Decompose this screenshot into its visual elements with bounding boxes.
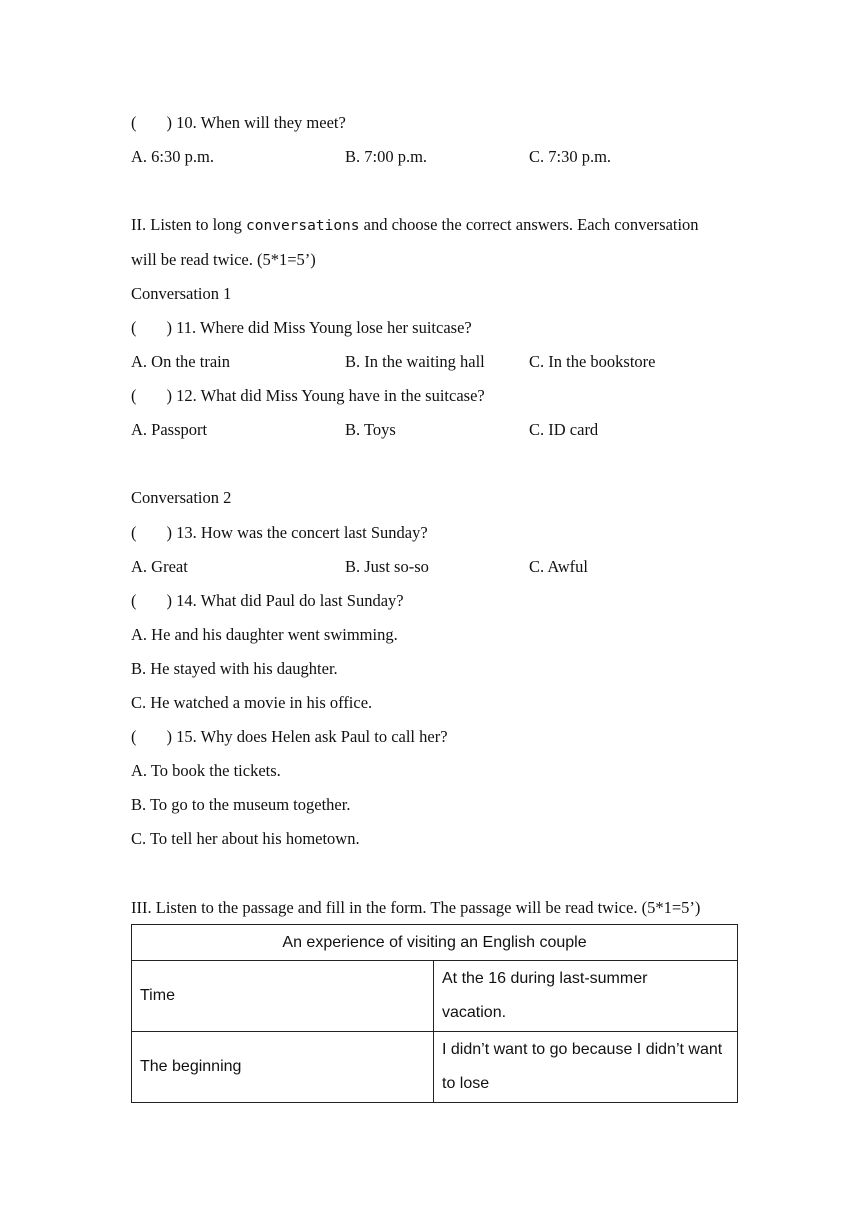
form-row-value[interactable]: At the 16 during last-summer vacation. bbox=[434, 961, 738, 1032]
q10-option-c: C. 7:30 p.m. bbox=[529, 147, 612, 166]
question-10 bbox=[131, 113, 346, 133]
conversation-2-label: Conversation 2 bbox=[131, 488, 232, 507]
q12-option-a: A. Passport bbox=[131, 420, 208, 439]
answer-blank[interactable]: ( ) bbox=[131, 523, 172, 542]
q14-option-b: B. He stayed with his daughter. bbox=[131, 659, 338, 678]
question-12 bbox=[131, 386, 485, 406]
q11-option-a: A. On the train bbox=[131, 352, 230, 371]
question-10-text: 10. When will they meet? bbox=[176, 113, 346, 132]
question-14-text: 14. What did Paul do last Sunday? bbox=[176, 591, 404, 610]
q12-option-c: C. ID card bbox=[529, 420, 599, 439]
q13-option-b: B. Just so-so bbox=[345, 557, 429, 576]
q13-option-a: A. Great bbox=[131, 557, 188, 576]
q14-option-c: C. He watched a movie in his office. bbox=[131, 693, 373, 712]
form-row-label: The beginning bbox=[132, 1032, 434, 1103]
question-14 bbox=[131, 591, 404, 611]
section-3-title: III. Listen to the passage and fill in the form. The passage will be read twice. (5*1=5’) bbox=[131, 898, 701, 917]
answer-blank[interactable]: ( ) bbox=[131, 727, 172, 746]
form-heading: An experience of visiting an English couple bbox=[132, 925, 738, 961]
q10-option-b: B. 7:00 p.m. bbox=[345, 147, 428, 166]
question-11-text: 11. Where did Miss Young lose her suitcase? bbox=[176, 318, 472, 337]
answer-blank[interactable]: ( ) bbox=[131, 318, 172, 337]
form-row-label: Time bbox=[132, 961, 434, 1032]
q12-option-b: B. Toys bbox=[345, 420, 396, 439]
q15-option-a: A. To book the tickets. bbox=[131, 761, 281, 780]
fill-in-form bbox=[131, 924, 738, 1103]
question-13-text: 13. How was the concert last Sunday? bbox=[176, 523, 428, 542]
form-row-value[interactable]: I didn’t want to go because I didn’t want to lose bbox=[434, 1032, 738, 1103]
question-15-text: 15. Why does Helen ask Paul to call her? bbox=[176, 727, 448, 746]
q13-option-c: C. Awful bbox=[529, 557, 588, 576]
form-row-time bbox=[132, 961, 738, 1032]
q14-option-a: A. He and his daughter went swimming. bbox=[131, 625, 398, 644]
form-row-beginning bbox=[132, 1032, 738, 1103]
answer-blank[interactable]: ( ) bbox=[131, 113, 172, 132]
q11-option-c: C. In the bookstore bbox=[529, 352, 656, 371]
question-12-text: 12. What did Miss Young have in the suitcase? bbox=[176, 386, 485, 405]
section-2-title-line2: will be read twice. (5*1=5’) bbox=[131, 250, 316, 269]
question-13 bbox=[131, 523, 428, 543]
q11-option-b: B. In the waiting hall bbox=[345, 352, 485, 371]
q10-option-a: A. 6:30 p.m. bbox=[131, 147, 214, 166]
section-2-title: II. Listen to long conversations and choose the correct answers. Each conversation bbox=[131, 215, 699, 234]
answer-blank[interactable]: ( ) bbox=[131, 386, 172, 405]
answer-blank[interactable]: ( ) bbox=[131, 591, 172, 610]
question-15 bbox=[131, 727, 448, 747]
q15-option-b: B. To go to the museum together. bbox=[131, 795, 351, 814]
question-11 bbox=[131, 318, 472, 338]
q15-option-c: C. To tell her about his hometown. bbox=[131, 829, 360, 848]
conversation-1-label: Conversation 1 bbox=[131, 284, 232, 303]
